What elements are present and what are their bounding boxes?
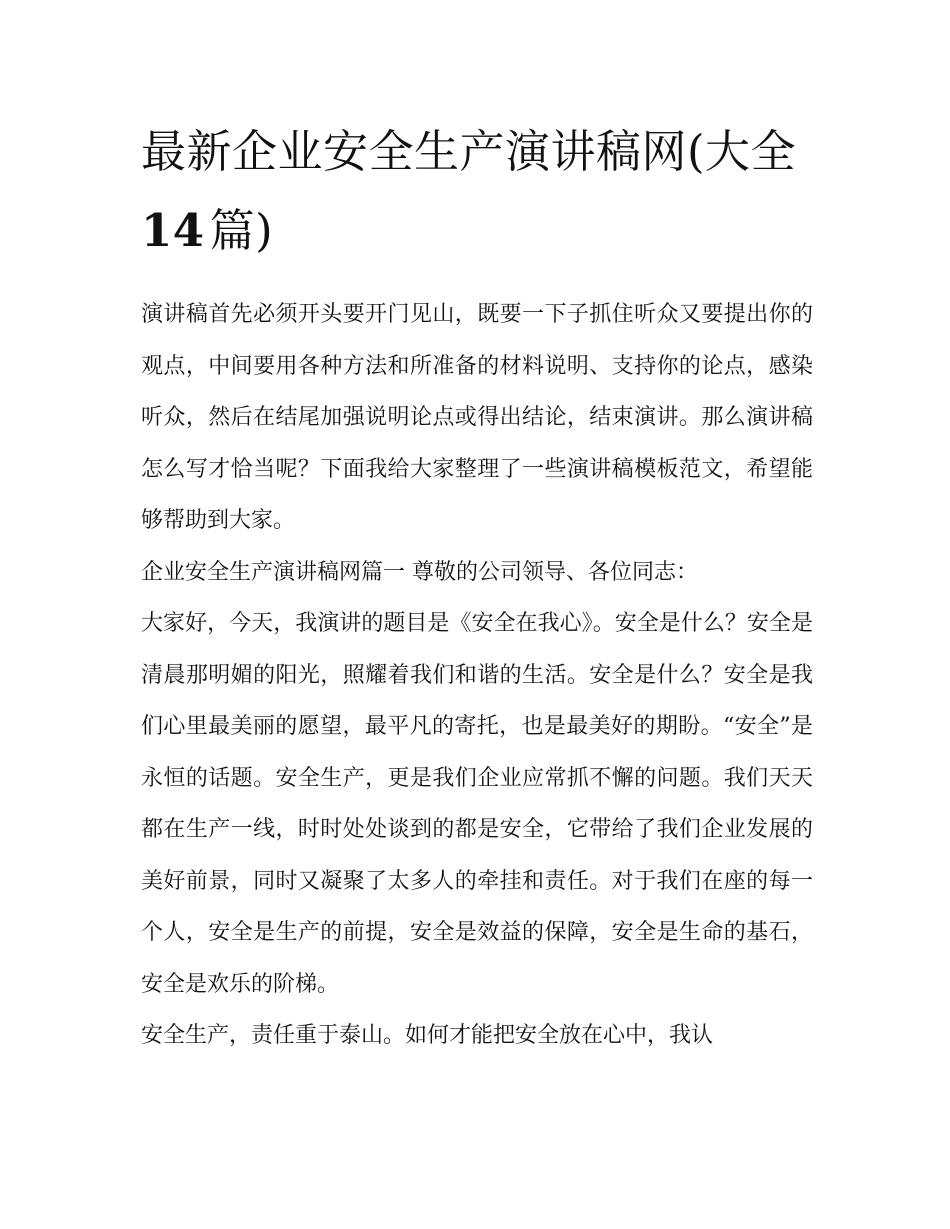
document-page — [141, 112, 813, 1062]
intro-paragraph: 演讲稿首先必须开头要开门见山，既要一下子抓住听众又要提出你的观点，中间要用各种方法和所准备的材料说明、支持你的论点，感染听众，然后在结尾加强说明论点或得出结论，结束演讲。那么演讲稿怎么写才恰当呢？下面我给大家整理了一些演讲稿模板范文，希望能够帮助到大家。 — [141, 302, 813, 533]
body-paragraph-continued: 安全生产，责任重于泰山。如何才能把安全放在心中，我认 — [141, 1023, 714, 1048]
title-text-part2: 篇) — [209, 204, 274, 257]
document-title — [141, 112, 813, 270]
section-heading-paragraph: 企业安全生产演讲稿网篇一 尊敬的公司领导、各位同志： — [141, 559, 698, 585]
body-paragraph: 大家好，今天，我演讲的题目是《安全在我心》。安全是什么？安全是清晨那明媚的阳光，照耀着我们和谐的生活。安全是什么？安全是我们心里最美丽的愿望，最平凡的寄托，也是最美好的期盼。“安全”是永恒的话题。安全生产，更是我们企业应常抓不懈的问题。我们天天都在生产一线，时时处处谈到的都是安全，它带给了我们企业发展的美好前景，同时又凝聚了太多人的牵挂和责任。对于我们在座的每一个人，安全是生产的前提，安全是效益的保障，安全是生命的基石，安全是欢乐的阶梯。 — [141, 611, 813, 997]
title-number: 14 — [141, 204, 205, 257]
title-text-part1: 最新企业安全生产演讲稿网(大全 — [141, 125, 797, 178]
